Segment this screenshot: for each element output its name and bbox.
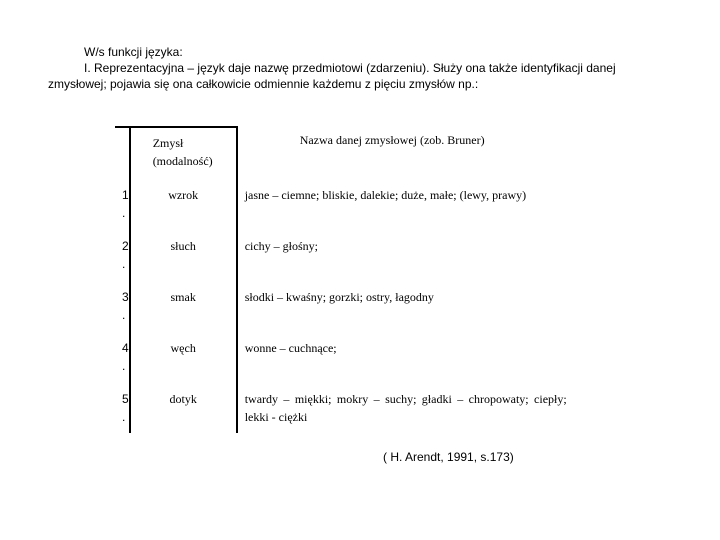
table-row bbox=[115, 382, 568, 433]
row-sense: dotyk bbox=[169, 392, 197, 406]
row-sense-cell bbox=[130, 331, 237, 382]
row-sense-cell bbox=[130, 229, 237, 280]
row-number-cell bbox=[115, 382, 130, 433]
table-row bbox=[115, 178, 568, 229]
row-name-cell bbox=[237, 382, 568, 433]
row-number-dot: . bbox=[122, 257, 126, 271]
row-number: 3 bbox=[122, 290, 129, 304]
intro-text bbox=[48, 44, 668, 92]
citation: ( H. Arendt, 1991, s.173) bbox=[383, 450, 514, 464]
row-name: jasne – ciemne; bliskie, dalekie; duże, małe; (lewy, prawy) bbox=[244, 188, 527, 202]
table-row bbox=[115, 280, 568, 331]
header-name-label: Nazwa danej zmysłowej (zob. Bruner) bbox=[299, 133, 485, 147]
row-number-cell bbox=[115, 229, 130, 280]
row-sense: słuch bbox=[170, 239, 196, 253]
row-sense-cell bbox=[130, 280, 237, 331]
row-number-dot: . bbox=[122, 308, 126, 322]
row-name: twardy – miękki; mokry – suchy; gładki – chropowaty; ciepły; lekki - ciężki bbox=[244, 392, 567, 424]
row-number: 1 bbox=[122, 188, 129, 202]
intro-line-3: zmysłowej; pojawia się ona całkowicie odmiennie każdemu z pięciu zmysłów np.: bbox=[48, 77, 479, 91]
table-header-row bbox=[115, 127, 568, 178]
row-name: słodki – kwaśny; gorzki; ostry, łagodny bbox=[244, 290, 434, 304]
row-name-cell bbox=[237, 229, 568, 280]
row-name-cell bbox=[237, 280, 568, 331]
row-name: cichy – głośny; bbox=[244, 239, 319, 253]
row-number-cell bbox=[115, 178, 130, 229]
row-sense: węch bbox=[170, 341, 196, 355]
row-name-cell bbox=[237, 178, 568, 229]
row-number: 2 bbox=[122, 239, 129, 253]
header-name-cell bbox=[237, 127, 568, 178]
row-number-cell bbox=[115, 331, 130, 382]
senses-table bbox=[115, 126, 568, 433]
header-sense-label: Zmysł (modalność) bbox=[152, 136, 213, 168]
header-sense-cell bbox=[130, 127, 237, 178]
table-row bbox=[115, 331, 568, 382]
row-number-dot: . bbox=[122, 410, 126, 424]
row-number: 5 bbox=[122, 392, 129, 406]
row-sense-cell bbox=[130, 382, 237, 433]
row-name: wonne – cuchnące; bbox=[244, 341, 337, 355]
header-num-cell bbox=[115, 127, 130, 178]
row-sense: smak bbox=[170, 290, 196, 304]
row-number-cell bbox=[115, 280, 130, 331]
row-number-dot: . bbox=[122, 206, 126, 220]
table-row bbox=[115, 229, 568, 280]
intro-line-2: I. Reprezentacyjna – język daje nazwę przedmiotowi (zdarzeniu). Służy ona także identyfikacji danej bbox=[84, 61, 616, 75]
row-name-cell bbox=[237, 331, 568, 382]
row-number-dot: . bbox=[122, 359, 126, 373]
row-sense: wzrok bbox=[168, 188, 199, 202]
row-sense-cell bbox=[130, 178, 237, 229]
row-number: 4 bbox=[122, 341, 129, 355]
intro-line-1: W/s funkcji języka: bbox=[84, 45, 183, 59]
